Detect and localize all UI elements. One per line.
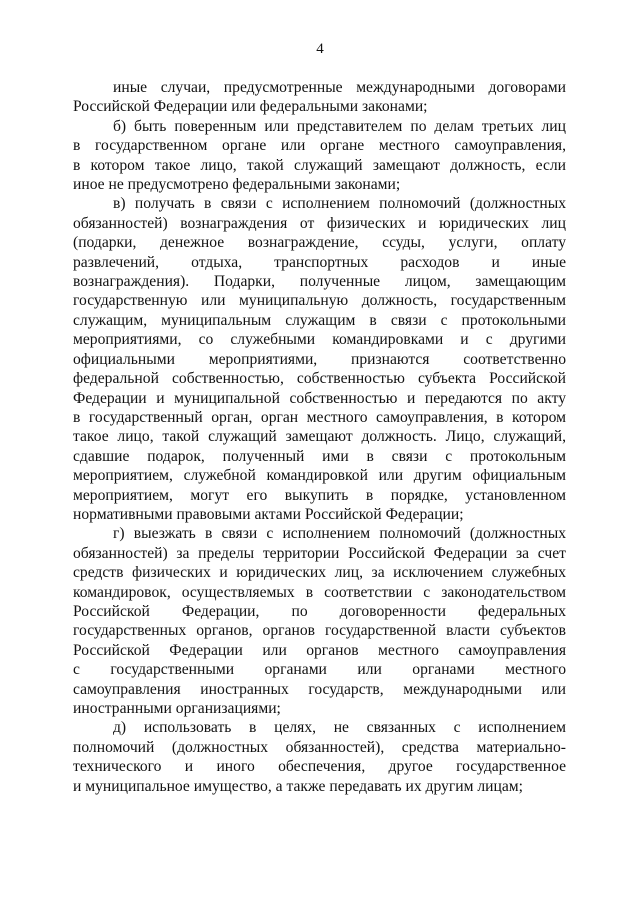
paragraph bbox=[73, 117, 566, 195]
document-body bbox=[73, 78, 566, 796]
text-line: Российской Федерации или органов местного самоуправления bbox=[73, 641, 566, 659]
text-line: Российской Федерации, по договоренности федеральных bbox=[73, 602, 566, 620]
text-line: командировок, осуществляемых в соответствии с законодательством bbox=[73, 583, 566, 601]
text-line: средств физических и юридических лиц, за исключением служебных bbox=[73, 564, 566, 582]
text-line: обязанностей) вознаграждения от физических и юридических лиц bbox=[73, 214, 566, 232]
paragraph bbox=[73, 78, 566, 117]
text-line: обязанностей) за пределы территории Российской Федерации за счет bbox=[73, 544, 566, 562]
text-line: мероприятием, служебной командировкой или другим официальным bbox=[73, 467, 566, 485]
text-line: сдавшие подарок, полученный ими в связи с протокольным bbox=[73, 447, 566, 465]
text-line: вознаграждения). Подарки, полученные лицом, замещающим bbox=[73, 273, 566, 291]
text-line: Российской Федерации или федеральными законами; bbox=[73, 98, 428, 116]
text-line: полномочий (должностных обязанностей), средства материально- bbox=[73, 738, 566, 756]
page-number: 4 bbox=[316, 41, 324, 57]
text-line: Федерации и муниципальной собственностью и передаются по акту bbox=[73, 389, 566, 407]
text-line: самоуправления иностранных государств, международными или bbox=[73, 680, 566, 698]
text-line: в) получать в связи с исполнением полномочий (должностных bbox=[113, 195, 566, 213]
text-line: государственную или муниципальную должность, государственным bbox=[73, 292, 566, 310]
text-line: федеральной собственностью, собственностью субъекта Российской bbox=[73, 370, 566, 388]
text-line: с государственными органами или органами местного bbox=[73, 661, 566, 679]
paragraph bbox=[73, 524, 566, 718]
text-line: развлечений, отдыха, транспортных расходов и иные bbox=[73, 253, 566, 271]
text-line: в государственный орган, орган местного самоуправления, в котором bbox=[73, 408, 566, 426]
text-line: государственных органов, органов государственной власти субъектов bbox=[73, 622, 566, 640]
text-line: мероприятиями, со служебными командировками и с другими bbox=[73, 331, 566, 349]
text-line: (подарки, денежное вознаграждение, ссуды, услуги, оплату bbox=[73, 234, 566, 252]
text-line: д) использовать в целях, не связанных с исполнением bbox=[113, 719, 566, 737]
text-line: такое лицо, такой служащий замещают должность. Лицо, служащий, bbox=[73, 428, 566, 446]
text-line: и муниципальное имущество, а также передавать их другим лицам; bbox=[73, 777, 523, 795]
paragraph bbox=[73, 194, 566, 524]
text-line: служащим, муниципальным служащим в связи с протокольными bbox=[73, 311, 566, 329]
text-line: иное не предусмотрено федеральными законами; bbox=[73, 176, 401, 194]
text-line: мероприятием, могут его выкупить в порядке, установленном bbox=[73, 486, 566, 504]
text-line: технического и иного обеспечения, другое государственное bbox=[73, 758, 566, 776]
text-line: официальными мероприятиями, признаются соответственно bbox=[73, 350, 566, 368]
text-line: в государственном органе или органе местного самоуправления, bbox=[73, 137, 566, 155]
text-line: г) выезжать в связи с исполнением полномочий (должностных bbox=[113, 525, 566, 543]
paragraph bbox=[73, 718, 566, 796]
text-line: нормативными правовыми актами Российской Федерации; bbox=[73, 505, 464, 523]
text-line: в котором такое лицо, такой служащий замещают должность, если bbox=[73, 156, 566, 174]
text-line: б) быть поверенным или представителем по делам третьих лиц bbox=[113, 117, 566, 135]
text-line: иные случаи, предусмотренные международными договорами bbox=[113, 79, 566, 96]
text-line: иностранными организациями; bbox=[73, 700, 281, 717]
